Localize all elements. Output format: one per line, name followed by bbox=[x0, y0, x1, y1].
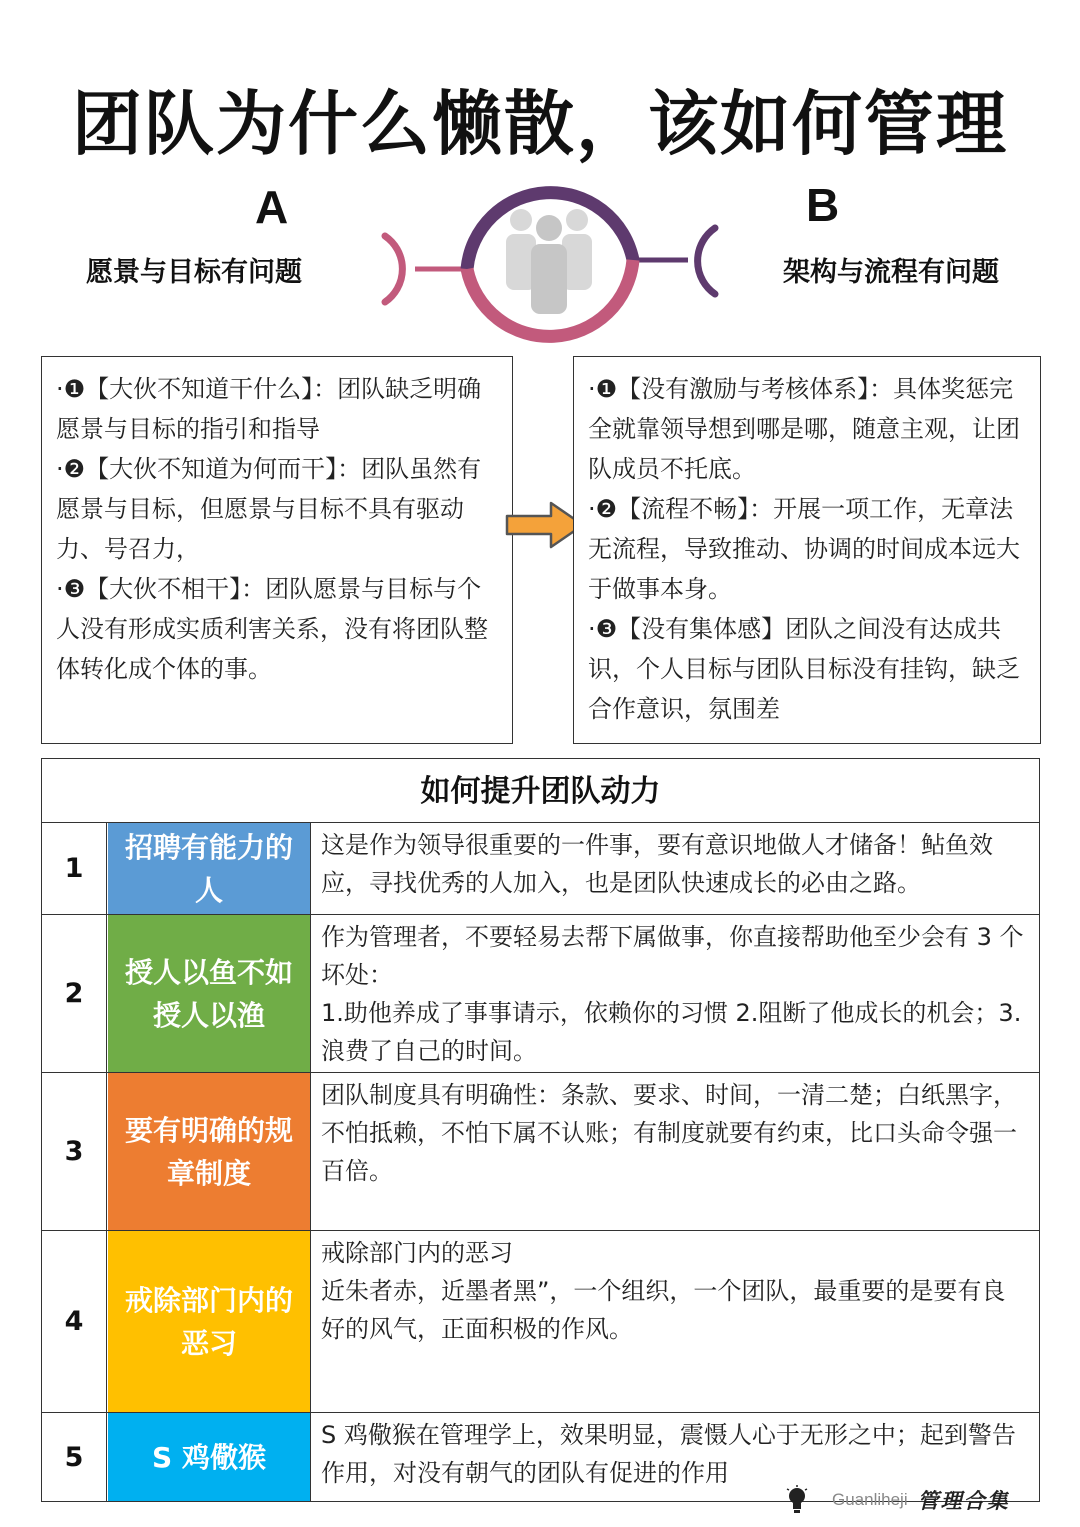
section-a-heading: 愿景与目标有问题 bbox=[86, 257, 302, 288]
row-description bbox=[312, 1231, 1039, 1412]
section-b-item-1: ·❶【没有激励与考核体系】：具体奖惩完全就靠领导想到哪是哪，随意主观，让团队成员不托底。 bbox=[588, 375, 1020, 483]
page-title: 团队为什么懒散，该如何管理 bbox=[72, 83, 1008, 165]
row-text: S 鸡儆猴在管理学上，效果明显，震慑人心于无形之中；起到警告作用，对没有朝气的团队有促进的作用 bbox=[321, 1421, 1016, 1487]
row-description bbox=[312, 915, 1039, 1072]
section-b-heading: 架构与流程有问题 bbox=[783, 257, 999, 288]
row-number: 3 bbox=[42, 1073, 107, 1230]
row-description bbox=[312, 1073, 1039, 1230]
row-text: 近朱者赤，近墨者黑”，一个组织，一个团队，最重要的是要有良好的风气，正面积极的作风。 bbox=[321, 1277, 1006, 1343]
row-number: 4 bbox=[42, 1231, 107, 1412]
table-row bbox=[42, 823, 1039, 915]
row-text: 不怕抵赖，不怕下属不认账；有制度就要有约束，比口头命令强一百倍。 bbox=[321, 1119, 1017, 1185]
row-text: 作为管理者，不要轻易去帮下属做事，你直接帮助他至少会有 3 个坏处： bbox=[321, 923, 1024, 989]
footer bbox=[786, 1483, 1010, 1517]
section-a-letter: A bbox=[255, 181, 289, 233]
section-a-item-3: ·❸【大伙不相干】：团队愿景与目标与个人没有形成实质利害关系，没有将团队整体转化成个体的事。 bbox=[56, 575, 488, 683]
section-b-item-2: ·❷【流程不畅】：开展一项工作，无章法无流程，导致推动、协调的时间成本远大于做事本身。 bbox=[588, 495, 1020, 603]
row-category: S 鸡儆猴 bbox=[108, 1413, 311, 1501]
footer-brand: 管理合集 bbox=[917, 1488, 1010, 1513]
section-a-item-1: ·❶【大伙不知道干什么】：团队缺乏明确愿景与目标的指引和指导 bbox=[56, 375, 482, 443]
section-a-item-2: ·❷【大伙不知道为何而干】：团队虽然有愿景与目标，但愿景与目标不具有驱动力、号召力， bbox=[56, 455, 482, 563]
row-text: 戒除部门内的恶习 bbox=[321, 1239, 513, 1267]
row-number: 5 bbox=[42, 1413, 107, 1501]
footer-site: Guanliheji bbox=[832, 1490, 908, 1509]
section-a-box bbox=[41, 356, 513, 744]
section-b-item-3: ·❸【没有集体感】团队之间没有达成共识，个人目标与团队目标没有挂钩，缺乏合作意识，氛围差 bbox=[588, 615, 1020, 723]
table-row bbox=[42, 1231, 1039, 1413]
row-category: 授人以鱼不如授人以渔 bbox=[108, 915, 311, 1072]
team-emblem bbox=[375, 168, 725, 353]
row-category: 要有明确的规章制度 bbox=[108, 1073, 311, 1230]
table-row bbox=[42, 915, 1039, 1073]
row-category: 戒除部门内的恶习 bbox=[108, 1231, 311, 1412]
row-text: 团队制度具有明确性：条款、要求、时间，一清二楚；白纸黑字， bbox=[321, 1081, 1017, 1109]
row-text: 1.助他养成了事事请示，依赖你的习惯 2.阻断了他成长的机会；3.浪费了自己的时间。 bbox=[321, 999, 1022, 1065]
row-text: 这是作为领导很重要的一件事，要有意识地做人才储备！鲇鱼效应，寻找优秀的人加入，也是团队快速成长的必由之路。 bbox=[321, 831, 993, 897]
motivation-table bbox=[41, 758, 1040, 1502]
table-heading: 如何提升团队动力 bbox=[42, 759, 1039, 823]
row-description bbox=[312, 823, 1039, 914]
section-b-box bbox=[573, 356, 1041, 744]
section-b-letter: B bbox=[806, 179, 840, 231]
lightbulb-icon bbox=[786, 1485, 808, 1515]
table-row bbox=[42, 1073, 1039, 1231]
row-number: 2 bbox=[42, 915, 107, 1072]
row-category: 招聘有能力的人 bbox=[108, 823, 311, 914]
row-number: 1 bbox=[42, 823, 107, 914]
